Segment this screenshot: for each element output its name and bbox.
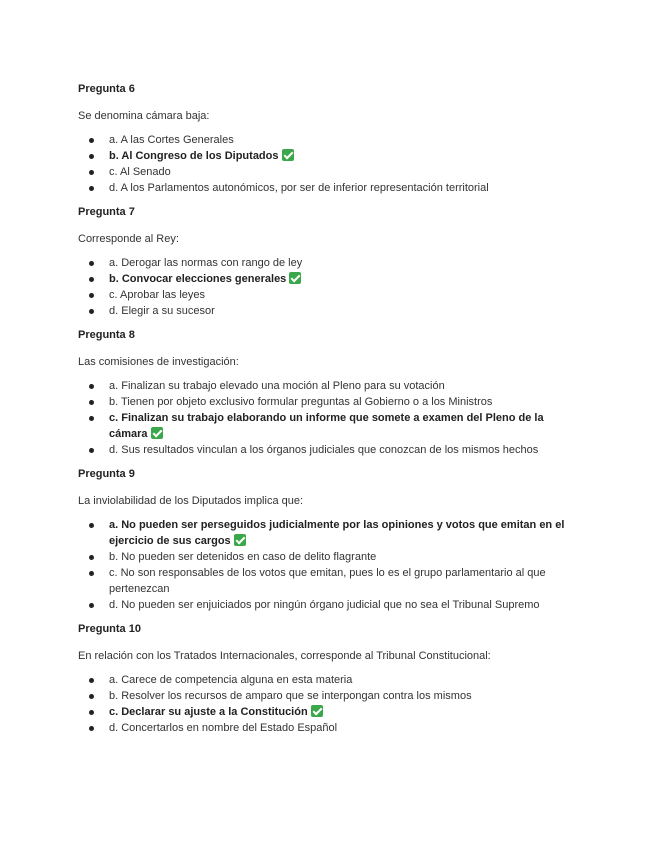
question-title: Pregunta 10 (78, 623, 141, 635)
answer-option (78, 180, 585, 196)
check-mark-icon (282, 149, 294, 161)
answer-option (78, 287, 585, 303)
answer-list (78, 517, 585, 613)
question-title: Pregunta 6 (78, 83, 135, 95)
answer-text: c. Aprobar las leyes (109, 289, 205, 301)
answer-option-correct (78, 271, 585, 287)
answer-option (78, 442, 585, 458)
answer-option-correct (78, 148, 585, 164)
answer-text: b. No pueden ser detenidos en caso de delito flagrante (109, 551, 377, 563)
question-10 (78, 620, 585, 736)
question-stem: Se denomina cámara baja: (78, 110, 210, 122)
answer-text: b. Convocar elecciones generales (109, 273, 287, 285)
question-stem: Corresponde al Rey: (78, 233, 179, 245)
answer-option (78, 378, 585, 394)
question-7 (78, 203, 585, 319)
question-title: Pregunta 7 (78, 206, 135, 218)
answer-text: d. Sus resultados vinculan a los órganos judiciales que conozcan de los mismos hechos (109, 444, 539, 456)
answer-text: b. Tienen por objeto exclusivo formular preguntas al Gobierno o a los Ministros (109, 396, 493, 408)
answer-option (78, 132, 585, 148)
check-mark-icon (311, 705, 323, 717)
question-title: Pregunta 8 (78, 329, 135, 341)
answer-option (78, 255, 585, 271)
answer-option-correct (78, 517, 585, 549)
question-title: Pregunta 9 (78, 468, 135, 480)
answer-text: b. Resolver los recursos de amparo que se interpongan contra los mismos (109, 690, 472, 702)
answer-list (78, 378, 585, 458)
answer-text: d. Elegir a su sucesor (109, 305, 215, 317)
check-mark-icon (151, 427, 163, 439)
answer-option (78, 549, 585, 565)
answer-option-correct (78, 704, 585, 720)
question-stem: La inviolabilidad de los Diputados implica que: (78, 495, 304, 507)
answer-text: c. Al Senado (109, 166, 171, 178)
answer-text: a. No pueden ser perseguidos judicialmente por las opiniones y votos que emitan en el ejercicio de sus cargos (109, 519, 565, 547)
answer-text: c. No son responsables de los votos que emitan, pues lo es el grupo parlamentario al que pertenezcan (109, 567, 546, 595)
answer-option (78, 672, 585, 688)
answer-text: b. Al Congreso de los Diputados (109, 150, 279, 162)
question-6 (78, 80, 585, 196)
answer-option (78, 688, 585, 704)
answer-text: d. A los Parlamentos autonómicos, por ser de inferior representación territorial (109, 182, 489, 194)
question-stem: En relación con los Tratados Internacionales, corresponde al Tribunal Constitucional: (78, 650, 491, 662)
answer-text: c. Finalizan su trabajo elaborando un informe que somete a examen del Pleno de la cámara (109, 412, 544, 440)
answer-option (78, 597, 585, 613)
answer-option (78, 394, 585, 410)
answer-option (78, 164, 585, 180)
answer-option (78, 565, 585, 597)
answer-text: a. A las Cortes Generales (109, 134, 234, 146)
answer-text: c. Declarar su ajuste a la Constitución (109, 706, 308, 718)
check-mark-icon (234, 534, 246, 546)
answer-option (78, 720, 585, 736)
answer-list (78, 255, 585, 319)
answer-text: a. Carece de competencia alguna en esta materia (109, 674, 353, 686)
answer-text: a. Derogar las normas con rango de ley (109, 257, 303, 269)
answer-text: d. Concertarlos en nombre del Estado Español (109, 722, 338, 734)
answer-option (78, 303, 585, 319)
answer-text: a. Finalizan su trabajo elevado una moción al Pleno para su votación (109, 380, 445, 392)
check-mark-icon (289, 272, 301, 284)
answer-list (78, 132, 585, 196)
answer-text: d. No pueden ser enjuiciados por ningún órgano judicial que no sea el Tribunal Supremo (109, 599, 540, 611)
question-stem: Las comisiones de investigación: (78, 356, 239, 368)
question-9 (78, 465, 585, 613)
answer-option-correct (78, 410, 585, 442)
question-8 (78, 326, 585, 458)
answer-list (78, 672, 585, 736)
